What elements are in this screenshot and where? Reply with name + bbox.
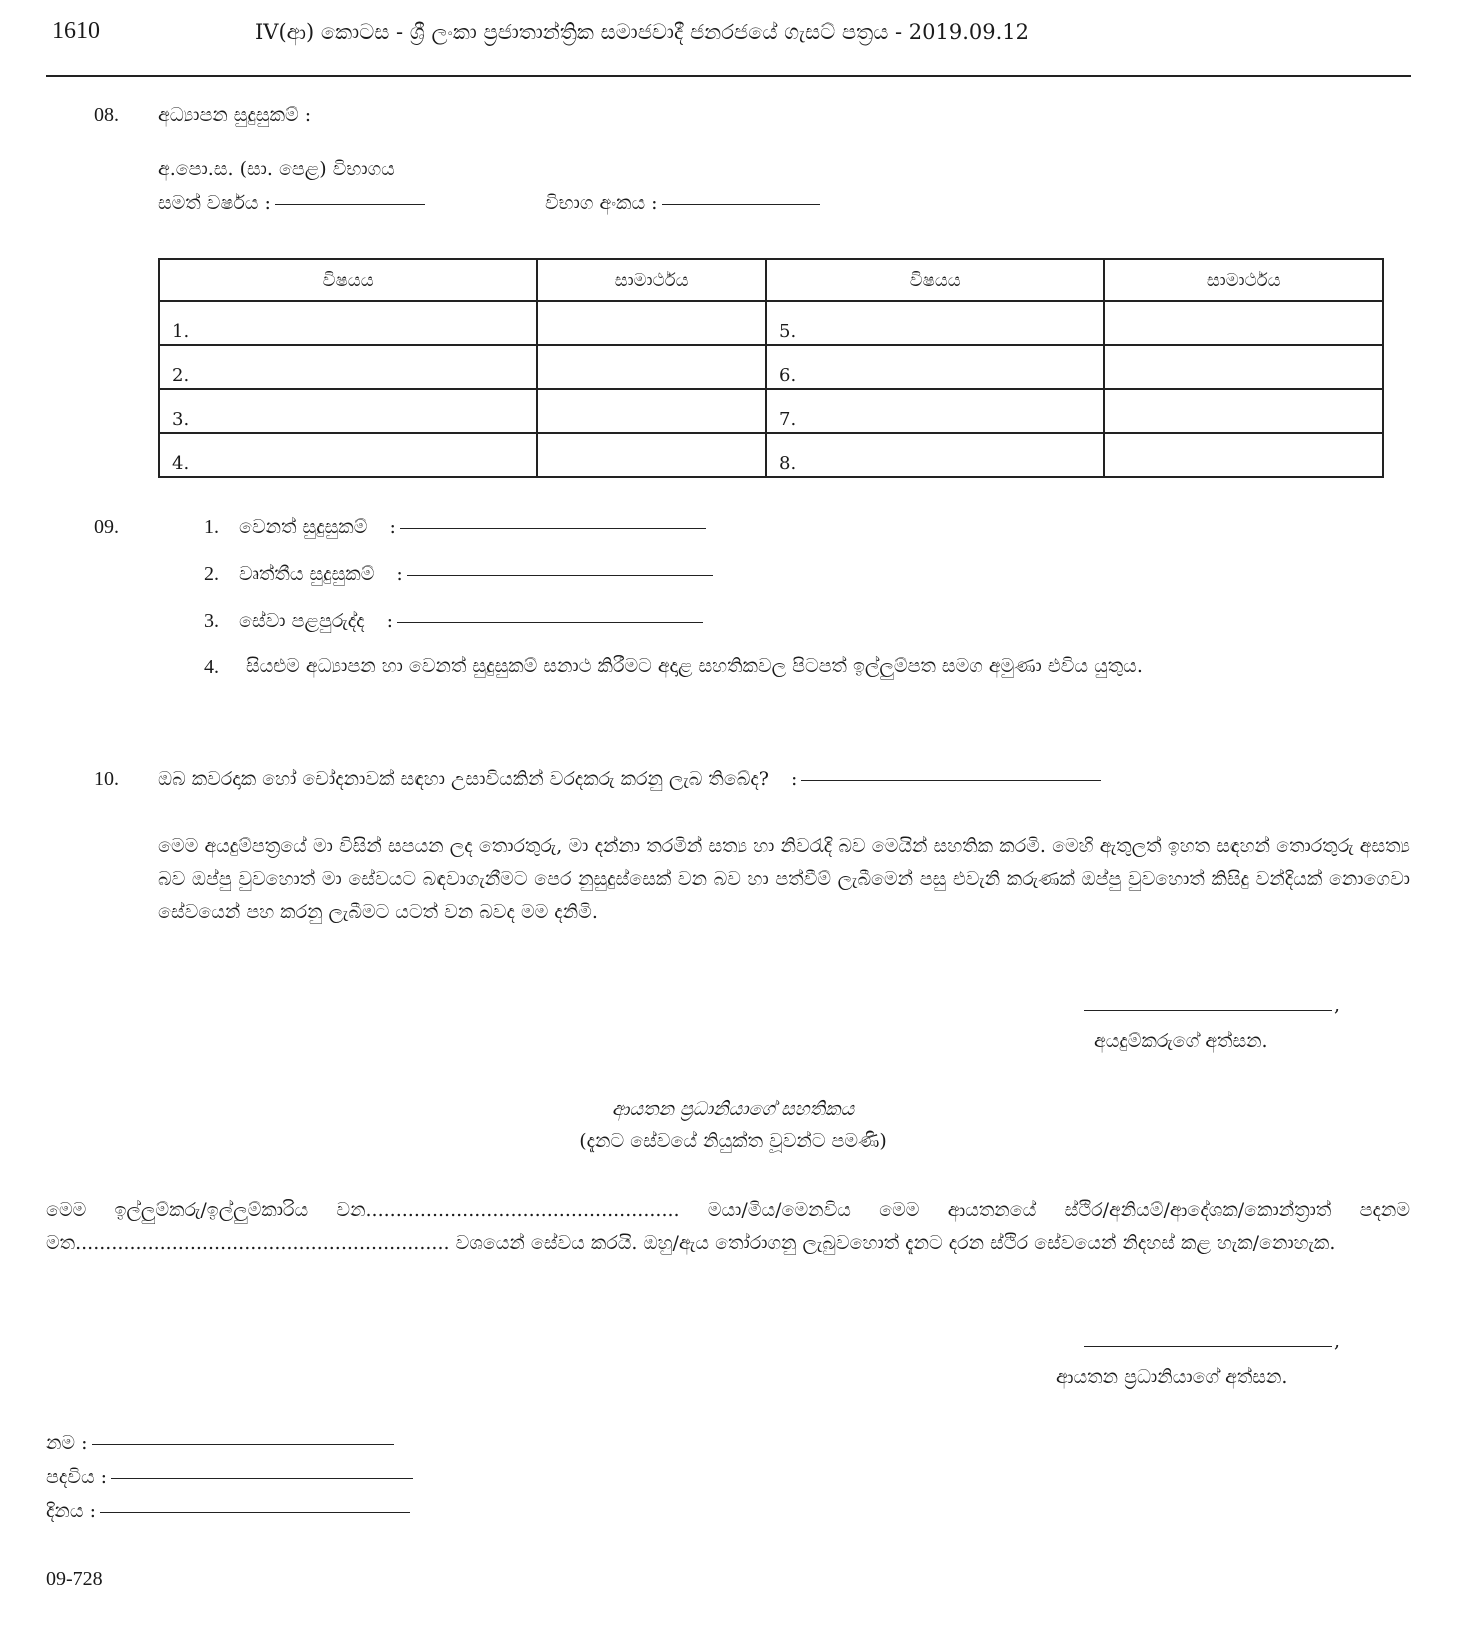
head-signature-label: ආයතන ප්‍රධානියාගේ අත්සන.: [1056, 1366, 1288, 1388]
other-qualifications-field[interactable]: [204, 516, 706, 539]
date-field[interactable]: [46, 1500, 410, 1522]
grade-cell[interactable]: [537, 433, 766, 477]
subject-cell[interactable]: 4.: [159, 433, 537, 477]
subjects-table-header: [159, 259, 1383, 301]
designation-field[interactable]: [46, 1466, 413, 1488]
item-number: 4.: [204, 656, 219, 678]
conviction-answer-line[interactable]: [801, 780, 1101, 781]
index-number-label: විභාග අංකය :: [545, 192, 658, 214]
certificate-text: මෙම ඉල්ලුම්කරු/ඉල්ලුම්කාරිය වන.................................................... මයා/මිය/මෙනවිය මෙම ආයතනයේ ස්ථිර/අනියම්/ආදේශක/කොන්ත්‍රාත් පදනම මත.............................................................. වශයෙන් සේවය කරයි. ඔහු/ඇය තෝරාගනු ලැබුවහොත් දැනට දරන ස්ථිර සේවයෙන් නිදහස් කළ හැක/නොහැක.: [46, 1199, 1410, 1254]
colon: :: [386, 610, 394, 632]
designation-line[interactable]: [111, 1478, 413, 1479]
certificate-subtitle: (දැනට සේවයේ නියුක්ත වූවන්ට පමණි): [579, 1130, 887, 1152]
col-header-subject: විෂයය: [159, 259, 537, 301]
grade-cell[interactable]: [537, 345, 766, 389]
pass-year-label: සමත් වර්ෂය :: [158, 192, 271, 214]
subject-cell[interactable]: 1.: [159, 301, 537, 345]
pass-year-line[interactable]: [275, 204, 425, 205]
section-10-number: 10.: [94, 768, 119, 790]
index-number-field[interactable]: [545, 192, 820, 214]
subject-cell[interactable]: 8.: [766, 433, 1104, 477]
grade-cell[interactable]: [1104, 433, 1383, 477]
subject-cell[interactable]: 5.: [766, 301, 1104, 345]
item-number: 2.: [204, 563, 219, 585]
gazette-header-title: IV(ආ) කොටස - ශ්‍රී ලංකා ප්‍රජාතාන්ත්‍රික සමාජවාදී ජනරජයේ ගැසට් පත්‍රය - 2019.09.12: [255, 20, 1029, 44]
service-experience-field[interactable]: [204, 610, 703, 633]
table-row: [159, 433, 1383, 477]
subject-cell[interactable]: 2.: [159, 345, 537, 389]
signature-comma: ,: [1334, 1330, 1341, 1352]
section-09-number: 09.: [94, 516, 119, 538]
subject-cell[interactable]: 7.: [766, 389, 1104, 433]
professional-qualifications-label: වෘත්තීය සුදුසුකම්: [239, 563, 375, 585]
grade-cell[interactable]: [537, 301, 766, 345]
service-experience-label: සේවා පළපුරුද්ද: [239, 610, 365, 632]
colon: :: [396, 563, 403, 585]
subject-cell[interactable]: 3.: [159, 389, 537, 433]
certificate-title: ආයතන ප්‍රධානියාගේ සහතිකය: [611, 1098, 855, 1120]
index-number-line[interactable]: [662, 204, 820, 205]
page-number: 1610: [52, 18, 100, 44]
col-header-grade: සාමාර්ථය: [1104, 259, 1383, 301]
item-number: 1.: [204, 516, 219, 538]
footer-code: 09-728: [46, 1568, 103, 1590]
grade-cell[interactable]: [537, 389, 766, 433]
subjects-table: [158, 258, 1384, 478]
declaration-text: මෙම අයදුම්පත්‍රයේ මා විසින් සපයන ලද තොරතුරු, මා දන්නා තරමින් සත්‍ය හා නිවරැදි බව මෙයින් සහතික කරමි. මෙහි ඇතුලත් ඉහත සඳහන් තොරතුරු අසත්‍ය බව ඔප්පු වුවහොත් මා සේවයට බඳවාගැනීමට පෙර නුසුදුස්සෙක් වන බව හා පත්වීම් ලැබීමෙන් පසු එවැනි කරුණක් ඔප්පු වුවහොත් කිසිදු වන්දියක් නොගෙවා සේවයෙන් පහ කරනු ලැබීමට යටත් වන බවද මම දනිමි.: [158, 835, 1410, 923]
name-line[interactable]: [92, 1444, 394, 1445]
certificates-note: සියළුම අධ්‍යාපන හා වෙනත් සුදුසුකම් සනාථ කිරීමට අදාළ සහතිකවල පිටපත් ඉල්ලුම්පත සමග අමුණා එවිය යුතුය.: [246, 655, 1143, 677]
name-field[interactable]: [46, 1432, 394, 1454]
col-header-grade: සාමාර්ථය: [537, 259, 766, 301]
date-label: දිනය :: [46, 1500, 96, 1522]
section-08-number: 08.: [94, 104, 119, 126]
other-qualifications-line[interactable]: [400, 528, 706, 529]
signature-comma: ,: [1334, 994, 1341, 1016]
colon: :: [389, 516, 396, 538]
applicant-signature-line[interactable]: [1084, 1010, 1332, 1011]
subject-cell[interactable]: 6.: [766, 345, 1104, 389]
section-08-heading: අධ්‍යාපන සුදුසුකම් :: [158, 104, 312, 126]
service-experience-line[interactable]: [397, 622, 703, 623]
table-row: [159, 301, 1383, 345]
exam-name: අ.පො.ස. (සා. පෙළ) විභාගය: [158, 158, 395, 180]
applicant-signature-label: අයදුම්කරුගේ අත්සන.: [1094, 1030, 1268, 1052]
item-number: 3.: [204, 610, 219, 632]
header-rule: [46, 75, 1411, 77]
conviction-question-field[interactable]: [158, 768, 1101, 790]
grade-cell[interactable]: [1104, 301, 1383, 345]
designation-label: පදවිය :: [46, 1466, 108, 1488]
colon: :: [791, 768, 798, 790]
pass-year-field[interactable]: [158, 192, 425, 214]
table-row: [159, 345, 1383, 389]
conviction-question: ඔබ කවරදාක හෝ චෝදනාවක් සඳහා උසාවියකින් වරදකරු කරනු ලැබ තිබේද?: [158, 768, 769, 790]
grade-cell[interactable]: [1104, 389, 1383, 433]
col-header-subject: විෂයය: [766, 259, 1104, 301]
head-signature-line[interactable]: [1084, 1346, 1332, 1347]
other-qualifications-label: වෙනත් සුදුසුකම්: [239, 516, 368, 538]
date-line[interactable]: [100, 1512, 410, 1513]
professional-qualifications-field[interactable]: [204, 563, 713, 586]
table-row: [159, 389, 1383, 433]
professional-qualifications-line[interactable]: [407, 575, 713, 576]
grade-cell[interactable]: [1104, 345, 1383, 389]
name-label: නම :: [46, 1432, 88, 1454]
